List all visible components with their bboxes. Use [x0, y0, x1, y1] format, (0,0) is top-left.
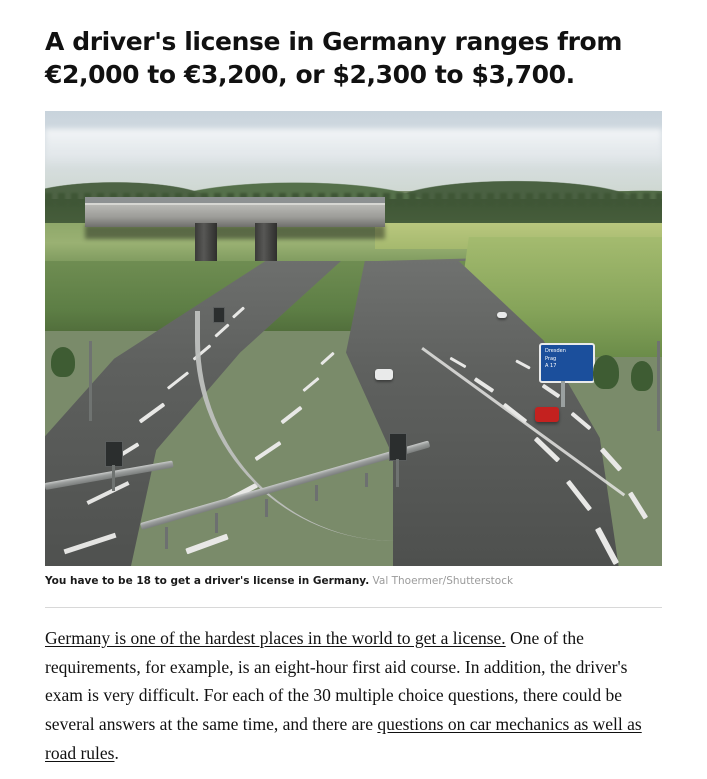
- divider: [45, 607, 662, 608]
- car-white: [375, 369, 393, 380]
- caption-credit: Val Thoermer/Shutterstock: [372, 575, 514, 587]
- motorway-direction-sign: Dresden Prag A 17: [539, 343, 595, 383]
- page-title: A driver's license in Germany ranges from €2,000 to €3,200, or $2,300 to $3,700.: [45, 27, 622, 89]
- autobahn-photo: [45, 111, 662, 566]
- car-red: [535, 407, 559, 422]
- article-figure: [45, 111, 662, 589]
- article-paragraph: [45, 624, 655, 768]
- car-distant: [497, 312, 507, 318]
- link-car-mechanics[interactable]: questions on car mechanics as well as road rules: [45, 714, 642, 764]
- image-caption: [45, 574, 662, 589]
- link-hardest-places[interactable]: Germany is one of the hardest places in the world to get a license.: [45, 627, 506, 648]
- paragraph-part-2: One of the requirements, for example, is an eight-hour first aid course. In addition, the driver's exam is very difficult. For each of the 30 multiple choice questions, there could be several answers at the same time, and there are: [45, 627, 628, 735]
- paragraph-part-3: .: [114, 743, 119, 764]
- vehicles: [45, 111, 662, 566]
- caption-text: You have to be 18 to get a driver's license in Germany.: [45, 575, 370, 587]
